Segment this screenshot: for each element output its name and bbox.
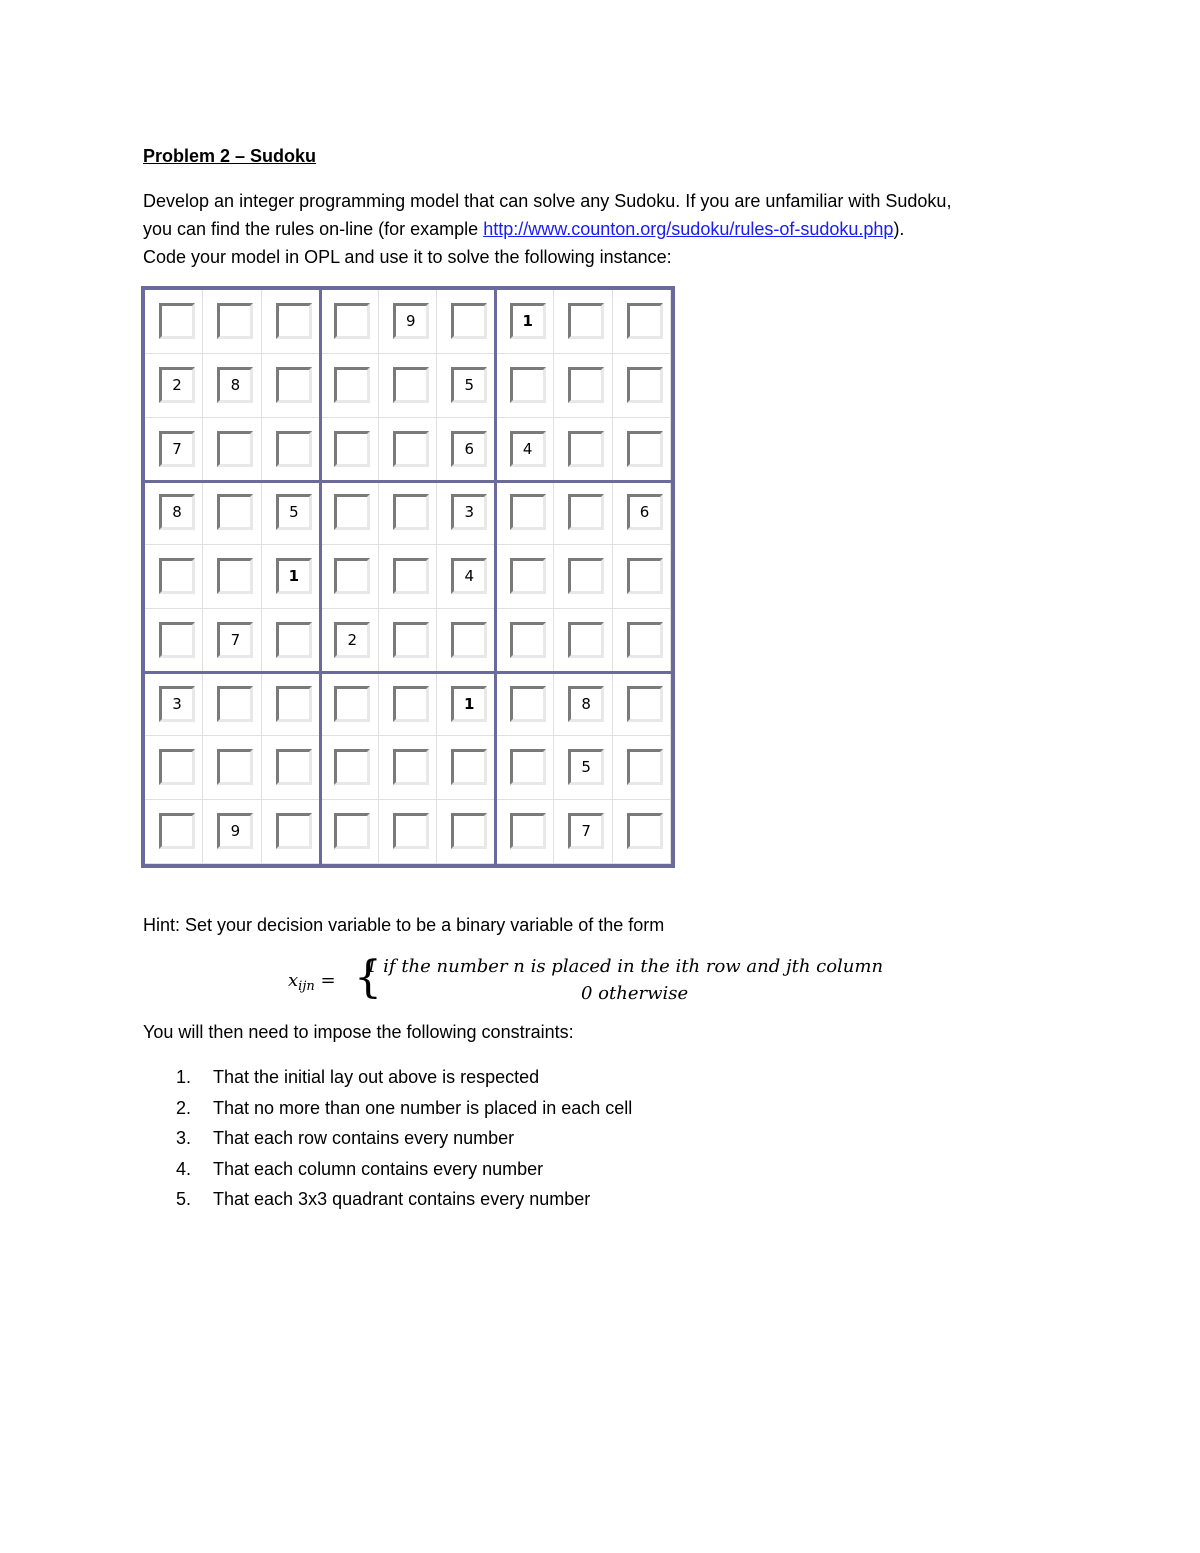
- sudoku-input-box[interactable]: 3: [159, 686, 195, 722]
- sudoku-cell: [496, 418, 554, 482]
- sudoku-input-box[interactable]: [276, 367, 312, 403]
- sudoku-cell: [145, 545, 203, 609]
- constraint-text: That the initial lay out above is respected: [213, 1067, 540, 1087]
- sudoku-input-box[interactable]: [568, 622, 604, 658]
- sudoku-input-box[interactable]: 1: [276, 558, 312, 594]
- constraint-text: That no more than one number is placed in each cell: [213, 1097, 633, 1118]
- equation-case-1: 1 if the number n is placed in the ith row and jth column: [366, 956, 884, 977]
- sudoku-cell: [554, 290, 612, 354]
- sudoku-cell: [379, 290, 437, 354]
- sudoku-cell: [320, 736, 378, 800]
- sudoku-input-box[interactable]: 7: [217, 622, 253, 658]
- sudoku-cell: [496, 290, 554, 354]
- sudoku-cell: [145, 609, 203, 673]
- sudoku-cell: [262, 354, 320, 418]
- sudoku-input-box[interactable]: [217, 303, 253, 339]
- sudoku-cell: [145, 481, 203, 545]
- sudoku-input-box[interactable]: [393, 367, 429, 403]
- equation-case-2: 0 otherwise: [581, 983, 689, 1004]
- sudoku-input-box[interactable]: [217, 749, 253, 785]
- sudoku-input-box[interactable]: [334, 494, 370, 530]
- sudoku-cell: [554, 545, 612, 609]
- sudoku-input-box[interactable]: [334, 749, 370, 785]
- constraint-text: That each 3x3 quadrant contains every number: [213, 1189, 591, 1209]
- sudoku-input-box[interactable]: [510, 558, 546, 594]
- sudoku-cell: [203, 418, 261, 482]
- sudoku-input-box[interactable]: [451, 622, 487, 658]
- sudoku-cell: [613, 481, 671, 545]
- sudoku-cell: [613, 354, 671, 418]
- sudoku-cell: [379, 609, 437, 673]
- sudoku-input-box[interactable]: 6: [451, 431, 487, 467]
- sudoku-input-box[interactable]: [627, 622, 663, 658]
- sudoku-cell: [437, 800, 495, 864]
- intro-line-2-text: you can find the rules on-line (for example: [143, 219, 484, 239]
- sudoku-input-box[interactable]: [334, 367, 370, 403]
- sudoku-cell: [554, 609, 612, 673]
- sudoku-cell: [145, 290, 203, 354]
- sudoku-cell: [320, 800, 378, 864]
- sudoku-cell: [496, 545, 554, 609]
- sudoku-input-box[interactable]: [568, 558, 604, 594]
- sudoku-input-box[interactable]: [217, 686, 253, 722]
- sudoku-cell: [613, 736, 671, 800]
- sudoku-input-box[interactable]: [627, 367, 663, 403]
- sudoku-input-box[interactable]: [276, 686, 312, 722]
- sudoku-input-box[interactable]: [568, 303, 604, 339]
- sudoku-input-box[interactable]: [568, 367, 604, 403]
- sudoku-input-box[interactable]: 5: [568, 749, 604, 785]
- sudoku-input-box[interactable]: [276, 431, 312, 467]
- constraint-text: That each column contains every number: [213, 1158, 544, 1179]
- sudoku-cell: [145, 800, 203, 864]
- sudoku-cell: [496, 736, 554, 800]
- sudoku-input-box[interactable]: [217, 431, 253, 467]
- rules-link[interactable]: http://www.counton.org/sudoku/rules-of-sudoku.php: [483, 219, 894, 239]
- sudoku-input-box[interactable]: [159, 622, 195, 658]
- sudoku-cell: [145, 354, 203, 418]
- sudoku-input-box[interactable]: [276, 303, 312, 339]
- sudoku-input-box[interactable]: [276, 749, 312, 785]
- sudoku-input-box[interactable]: [159, 303, 195, 339]
- sudoku-input-box[interactable]: [627, 813, 663, 849]
- sudoku-input-box[interactable]: [393, 622, 429, 658]
- equals-sign: =: [314, 970, 336, 991]
- sudoku-input-box[interactable]: [510, 749, 546, 785]
- sudoku-input-box[interactable]: [510, 622, 546, 658]
- constraint-number: 2.: [176, 1097, 192, 1118]
- sudoku-cell: [320, 673, 378, 737]
- sudoku-input-box[interactable]: 1: [451, 686, 487, 722]
- sudoku-cell: [496, 800, 554, 864]
- sudoku-cell: [320, 418, 378, 482]
- sudoku-cell: [554, 800, 612, 864]
- sudoku-cell: [203, 545, 261, 609]
- sudoku-input-box[interactable]: 5: [451, 367, 487, 403]
- sudoku-cell: [320, 481, 378, 545]
- sudoku-input-box[interactable]: [510, 367, 546, 403]
- sudoku-cell: [379, 736, 437, 800]
- sudoku-cell: [379, 673, 437, 737]
- sudoku-grid: [141, 286, 675, 868]
- block-divider-vertical: [319, 290, 322, 864]
- sudoku-input-box[interactable]: 5: [276, 494, 312, 530]
- sudoku-cell: [262, 609, 320, 673]
- sudoku-input-box[interactable]: 9: [393, 303, 429, 339]
- sudoku-cell: [262, 800, 320, 864]
- constraint-item: [176, 1066, 539, 1088]
- sudoku-input-box[interactable]: [627, 431, 663, 467]
- sudoku-cell: [203, 290, 261, 354]
- sudoku-input-box[interactable]: [393, 431, 429, 467]
- sudoku-input-box[interactable]: [159, 749, 195, 785]
- constraint-number: 5.: [176, 1189, 192, 1209]
- constraint-item: [176, 1158, 543, 1180]
- sudoku-cell: [613, 673, 671, 737]
- sudoku-cell: [320, 354, 378, 418]
- sudoku-cell: [613, 545, 671, 609]
- sudoku-cell: [613, 418, 671, 482]
- sudoku-input-box[interactable]: [217, 558, 253, 594]
- sudoku-input-box[interactable]: [393, 494, 429, 530]
- block-divider-horizontal: [145, 480, 671, 483]
- constraint-item: [176, 1188, 590, 1210]
- sudoku-cell: [145, 736, 203, 800]
- sudoku-input-box[interactable]: [334, 303, 370, 339]
- sudoku-cell: [437, 481, 495, 545]
- sudoku-input-box[interactable]: [393, 813, 429, 849]
- variable-x: x: [288, 970, 299, 991]
- intro-line-3: Code your model in OPL and use it to solve the following instance:: [143, 247, 672, 267]
- sudoku-input-box[interactable]: [451, 749, 487, 785]
- sudoku-input-box[interactable]: 2: [159, 367, 195, 403]
- sudoku-input-box[interactable]: [159, 813, 195, 849]
- variable-subscript: ijn: [298, 979, 315, 994]
- sudoku-cell: [437, 354, 495, 418]
- sudoku-cell: [262, 481, 320, 545]
- sudoku-cell: [437, 609, 495, 673]
- sudoku-input-box[interactable]: [568, 494, 604, 530]
- sudoku-input-box[interactable]: 7: [159, 431, 195, 467]
- sudoku-input-box[interactable]: [627, 558, 663, 594]
- sudoku-cell: [203, 800, 261, 864]
- sudoku-cell: [613, 290, 671, 354]
- sudoku-input-box[interactable]: [334, 686, 370, 722]
- sudoku-input-box[interactable]: 8: [159, 494, 195, 530]
- sudoku-input-box[interactable]: 8: [568, 686, 604, 722]
- sudoku-cell: [262, 290, 320, 354]
- sudoku-input-box[interactable]: [627, 749, 663, 785]
- sudoku-input-box[interactable]: [451, 813, 487, 849]
- sudoku-input-box[interactable]: 8: [217, 367, 253, 403]
- brace-icon: {: [354, 952, 382, 1003]
- sudoku-input-box[interactable]: [159, 558, 195, 594]
- sudoku-cell: [437, 418, 495, 482]
- sudoku-input-box[interactable]: 3: [451, 494, 487, 530]
- constraint-number: 3.: [176, 1128, 192, 1148]
- sudoku-input-box[interactable]: [510, 494, 546, 530]
- sudoku-cell: [379, 354, 437, 418]
- sudoku-cell: [320, 290, 378, 354]
- constraint-text: That each row contains every number: [213, 1128, 515, 1148]
- sudoku-input-box[interactable]: [510, 686, 546, 722]
- constraint-item: [176, 1127, 514, 1149]
- sudoku-input-box[interactable]: [393, 558, 429, 594]
- sudoku-input-box[interactable]: [451, 303, 487, 339]
- sudoku-cell: [379, 418, 437, 482]
- sudoku-cell: [262, 736, 320, 800]
- sudoku-input-box[interactable]: 4: [451, 558, 487, 594]
- sudoku-cell: [554, 481, 612, 545]
- intro-line-2: [143, 218, 904, 240]
- sudoku-cell: [613, 609, 671, 673]
- sudoku-input-box[interactable]: 4: [510, 431, 546, 467]
- sudoku-cell: [203, 609, 261, 673]
- sudoku-input-box[interactable]: [334, 558, 370, 594]
- sudoku-cell: [496, 481, 554, 545]
- intro-line-2-end: ).: [893, 219, 905, 239]
- sudoku-input-box[interactable]: [510, 813, 546, 849]
- block-divider-horizontal: [145, 671, 671, 674]
- sudoku-input-box[interactable]: [217, 494, 253, 530]
- block-divider-vertical: [494, 290, 497, 864]
- sudoku-cell: [262, 418, 320, 482]
- sudoku-cell: [554, 354, 612, 418]
- intro-line-1: Develop an integer programming model that can solve any Sudoku. If you are unfamiliar with Sudoku,: [143, 191, 952, 211]
- sudoku-input-box[interactable]: [276, 622, 312, 658]
- sudoku-cell: [437, 545, 495, 609]
- sudoku-cell: [203, 481, 261, 545]
- sudoku-cell: [437, 673, 495, 737]
- sudoku-input-box[interactable]: 1: [510, 303, 546, 339]
- sudoku-cell: [437, 736, 495, 800]
- sudoku-cell: [145, 673, 203, 737]
- sudoku-cell: [203, 354, 261, 418]
- sudoku-input-box[interactable]: 2: [334, 622, 370, 658]
- sudoku-input-box[interactable]: [276, 813, 312, 849]
- sudoku-cell: [262, 545, 320, 609]
- sudoku-cell: [554, 736, 612, 800]
- sudoku-input-box[interactable]: [393, 749, 429, 785]
- constraints-intro: You will then need to impose the following constraints:: [143, 1022, 574, 1042]
- page-title: Problem 2 – Sudoku: [143, 146, 317, 166]
- sudoku-input-box[interactable]: 9: [217, 813, 253, 849]
- hint-text: Hint: Set your decision variable to be a binary variable of the form: [143, 915, 665, 935]
- sudoku-cell: [496, 354, 554, 418]
- sudoku-cell: [203, 673, 261, 737]
- constraint-item: [176, 1097, 632, 1119]
- sudoku-input-box[interactable]: [568, 431, 604, 467]
- sudoku-cell: [496, 673, 554, 737]
- sudoku-cell: [613, 800, 671, 864]
- sudoku-input-box[interactable]: 7: [568, 813, 604, 849]
- sudoku-input-box[interactable]: [334, 431, 370, 467]
- sudoku-cell: [554, 418, 612, 482]
- sudoku-cell: [320, 609, 378, 673]
- sudoku-input-box[interactable]: [627, 303, 663, 339]
- constraint-number: 4.: [176, 1158, 192, 1179]
- sudoku-cell: [554, 673, 612, 737]
- sudoku-cell: [320, 545, 378, 609]
- sudoku-input-box[interactable]: [393, 686, 429, 722]
- sudoku-cell: [379, 481, 437, 545]
- sudoku-input-box[interactable]: [627, 686, 663, 722]
- sudoku-cell: [379, 800, 437, 864]
- sudoku-cell: [145, 418, 203, 482]
- constraint-number: 1.: [176, 1067, 192, 1087]
- sudoku-cell: [203, 736, 261, 800]
- sudoku-cell: [437, 290, 495, 354]
- equation-lhs: [288, 970, 336, 994]
- sudoku-input-box[interactable]: 6: [627, 494, 663, 530]
- sudoku-input-box[interactable]: [334, 813, 370, 849]
- sudoku-cell: [379, 545, 437, 609]
- sudoku-cell: [262, 673, 320, 737]
- sudoku-cell: [496, 609, 554, 673]
